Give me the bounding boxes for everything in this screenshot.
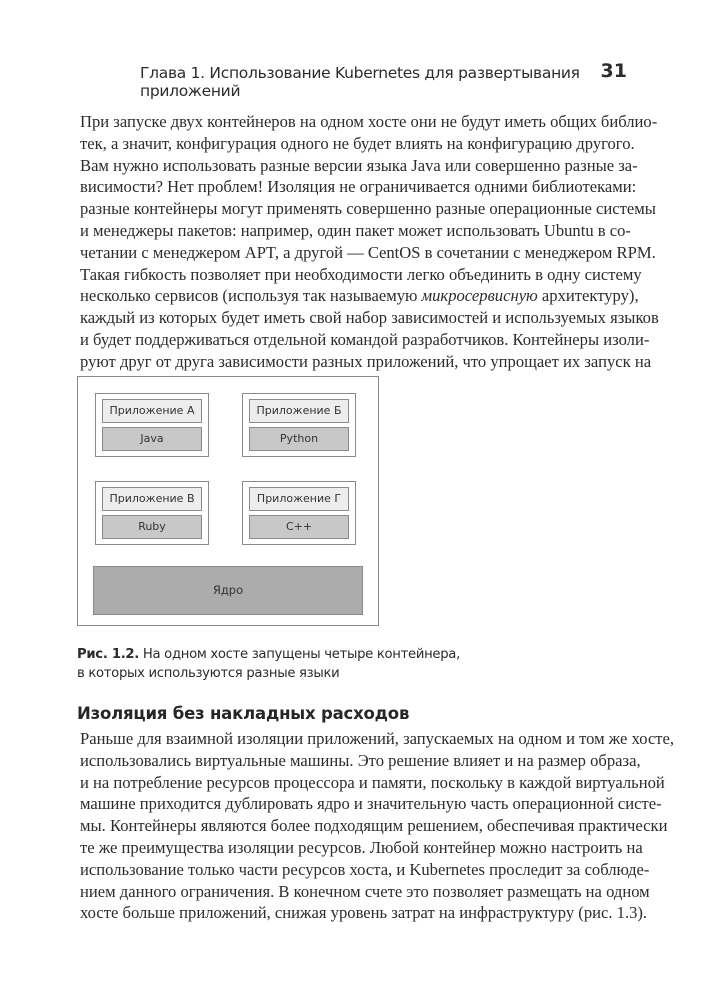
text-line: разные контейнеры могут применять совершенно разные операционные системы <box>80 199 656 219</box>
text-line: нием данного ограничения. В конечном счете это позволяет размещать на одном <box>80 881 650 901</box>
caption-text: На одном хосте запущены четыре контейнера, <box>139 647 460 662</box>
text-line: и будет поддерживаться отдельной командой разработчиков. Контейнеры изоли- <box>80 329 650 349</box>
paragraph-containers-isolation <box>80 111 659 394</box>
section-heading: Изоляция без накладных расходов <box>77 704 410 723</box>
running-title: Глава 1. Использование Kubernetes для развертывания приложений <box>140 64 580 100</box>
app-box: Приложение А <box>102 399 202 423</box>
figure-caption <box>77 645 460 683</box>
container-b <box>242 393 356 457</box>
caption-label: Рис. 1.2. <box>77 647 139 662</box>
caption-text: в которых используются разные языки <box>77 666 340 681</box>
language-box: Python <box>249 427 349 451</box>
italic-term: микросервисную <box>421 286 538 306</box>
language-box: Ruby <box>102 515 202 539</box>
paragraph-vm-isolation <box>80 728 675 924</box>
text-line: хосте больше приложений, снижая уровень затрат на инфраструктуру (рис. 1.3). <box>80 903 648 923</box>
text-line: машине приходится дублировать ядро и значительную часть операционной систе- <box>80 794 662 814</box>
text-segment: несколько сервисов (используя так называемую <box>80 286 422 306</box>
text-line: мы. Контейнеры являются более подходящим решением, обеспечивая практически <box>80 816 668 836</box>
text-line: Вам нужно использовать разные версии языка Java или совершенно разные за- <box>80 155 638 175</box>
figure-containers-diagram <box>77 376 379 626</box>
text-line: руют друг от друга зависимости разных приложений, что упрощает их запуск на <box>80 351 652 371</box>
text-line: тек, а значит, конфигурация одного не будет влиять на конфигурацию другого. <box>80 133 635 153</box>
text-line: использовались виртуальные машины. Это решение влияет и на размер образа, <box>80 750 641 770</box>
running-header <box>140 60 630 100</box>
text-line: При запуске двух контейнеров на одном хосте они не будут иметь общих библио- <box>80 112 658 131</box>
app-box: Приложение Б <box>249 399 349 423</box>
app-box: Приложение В <box>102 487 202 511</box>
text-line: каждый из которых будет иметь свой набор зависимостей и используемых языков <box>80 308 659 328</box>
container-a <box>95 393 209 457</box>
text-line: и на потребление ресурсов процессора и памяти, поскольку в каждой виртуальной <box>80 772 665 792</box>
kernel-box: Ядро <box>93 566 363 615</box>
app-box: Приложение Г <box>249 487 349 511</box>
language-box: Java <box>102 427 202 451</box>
text-line: использование только части ресурсов хоста, и Kubernetes проследит за соблюде- <box>80 859 650 879</box>
container-c <box>95 481 209 545</box>
text-line: Такая гибкость позволяет при необходимости легко объединить в одну систему <box>80 264 642 284</box>
text-line <box>80 285 639 307</box>
text-line: четании с менеджером APT, а другой — CentOS в сочетании с менеджером RPM. <box>80 242 656 262</box>
language-box: C++ <box>249 515 349 539</box>
container-d <box>242 481 356 545</box>
text-line: и менеджеры пакетов: например, один пакет может использовать Ubuntu в со- <box>80 220 631 240</box>
text-line: Раньше для взаимной изоляции приложений, запускаемых на одном и том же хосте, <box>80 729 675 748</box>
text-segment: архитектуру), <box>537 286 639 306</box>
text-line: висимости? Нет проблем! Изоляция не ограничивается одними библиотеками: <box>80 177 637 197</box>
page-number: 31 <box>600 60 627 82</box>
text-line: те же преимущества изоляции ресурсов. Любой контейнер можно настроить на <box>80 837 643 857</box>
